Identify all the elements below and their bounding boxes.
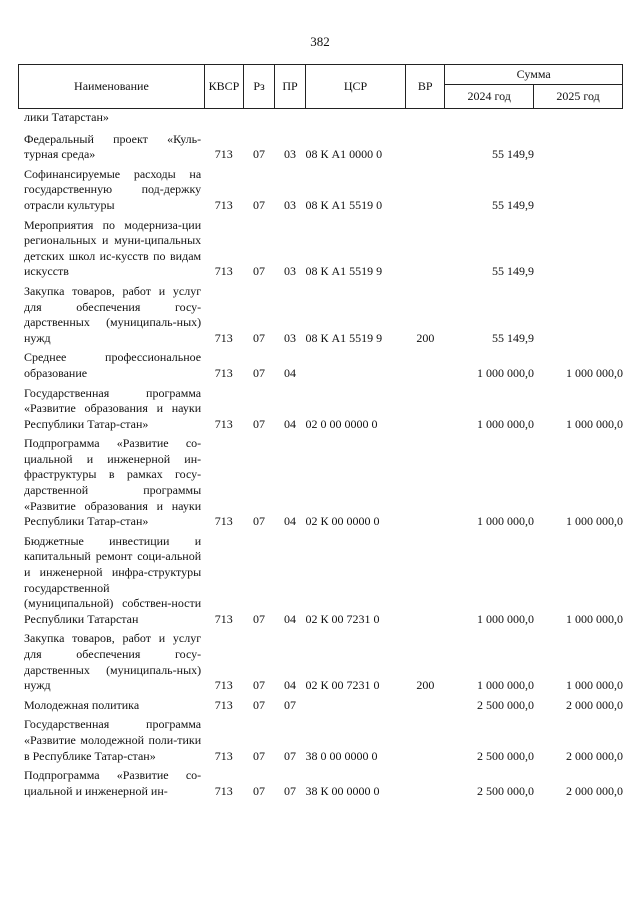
row-csr: 08 К А1 0000 0 <box>305 147 383 162</box>
row-sum-2025: 1 000 000,0 <box>566 365 623 380</box>
row-vr <box>406 698 445 718</box>
row-kvsr: 713 <box>214 416 233 431</box>
row-vr <box>406 132 445 167</box>
row-vr <box>406 534 445 632</box>
table-row <box>18 167 623 218</box>
row-vr <box>406 218 445 284</box>
row-pr: 04 <box>283 416 296 431</box>
row-pr: 04 <box>283 611 296 626</box>
row-sum-2024: 1 000 000,0 <box>477 365 535 380</box>
header-sum: Сумма <box>445 65 623 85</box>
row-name: Среднее профессиональное образование <box>24 350 202 380</box>
row-kvsr: 713 <box>214 678 233 693</box>
row-sum-2025: 1 000 000,0 <box>566 416 623 431</box>
row-name: Закупка товаров, работ и услуг для обеспечения госу-дарственных (муниципаль-ных) нужд <box>24 283 202 345</box>
row-kvsr: 713 <box>214 783 233 798</box>
row-sum-2025: 1 000 000,0 <box>566 611 623 626</box>
table-row <box>18 218 623 284</box>
row-name: Подпрограмма «Развитие со-циальной и инженерной ин-фраструктуры в рамках госу-дарственной программы «Развитие образования и науки Республики Татар-стан» <box>24 436 202 529</box>
row-pr: 07 <box>283 783 296 798</box>
row-csr: 02 К 00 0000 0 <box>305 514 380 529</box>
table-row <box>18 284 623 350</box>
row-rz: 07 <box>252 748 265 763</box>
row-name: Федеральный проект «Куль-турная среда» <box>24 131 202 162</box>
row-rz: 07 <box>252 264 265 279</box>
row-vr <box>406 386 445 437</box>
table-row <box>18 768 623 803</box>
row-sum-2024: 55 149,9 <box>492 147 535 162</box>
table-row <box>18 132 623 167</box>
header-pr: ПР <box>275 65 306 109</box>
row-name: Закупка товаров, работ и услуг для обеспечения госу-дарственных (муниципаль-ных) нужд <box>24 631 202 693</box>
row-rz: 07 <box>252 783 265 798</box>
table-row <box>18 436 623 534</box>
row-sum-2024: 1 000 000,0 <box>477 678 535 693</box>
row-rz: 07 <box>252 147 265 162</box>
row-sum-2025: 1 000 000,0 <box>566 514 623 529</box>
row-pr: 04 <box>283 365 296 380</box>
row-kvsr: 713 <box>214 514 233 529</box>
row-sum-2025: 2 000 000,0 <box>566 697 623 712</box>
row-csr <box>305 350 405 385</box>
page-number: 382 <box>310 34 330 49</box>
row-pr: 03 <box>283 197 296 212</box>
row-kvsr: 713 <box>214 264 233 279</box>
row-sum-2025: 2 000 000,0 <box>566 783 623 798</box>
row-pr: 07 <box>283 748 296 763</box>
row-sum-2025 <box>534 132 623 167</box>
row-sum-2024: 55 149,9 <box>492 197 535 212</box>
table-row <box>18 698 623 718</box>
row-name: Государственная программа «Развитие молодежной поли-тики в Республике Татар-стан» <box>24 717 202 763</box>
row-csr: 08 К А1 5519 0 <box>305 197 383 212</box>
row-name: Подпрограмма «Развитие со-циальной и инженерной ин- <box>24 768 202 798</box>
table-row <box>18 534 623 632</box>
header-2025: 2025 год <box>534 85 623 109</box>
row-kvsr: 713 <box>214 748 233 763</box>
header-vr: ВР <box>406 65 445 109</box>
row-name: Бюджетные инвестиции и капитальный ремонт соци-альной и инженерной инфра-структуры государственной (муниципальной) собствен-ности Республики Татарстан <box>24 533 202 626</box>
row-rz: 07 <box>252 514 265 529</box>
row-vr <box>406 436 445 534</box>
row-rz: 07 <box>252 697 265 712</box>
header-kvsr: КВСР <box>204 65 243 109</box>
row-vr <box>406 167 445 218</box>
table-row <box>18 631 623 697</box>
table-row <box>18 350 623 385</box>
header-name: Наименование <box>19 65 205 109</box>
row-sum-2025 <box>534 218 623 284</box>
row-sum-2024: 1 000 000,0 <box>477 416 535 431</box>
row-csr: 38 0 00 0000 0 <box>305 748 378 763</box>
row-sum-2024: 2 500 000,0 <box>477 697 535 712</box>
row-kvsr: 713 <box>214 611 233 626</box>
row-kvsr: 713 <box>214 197 233 212</box>
row-csr: 02 0 00 0000 0 <box>305 416 378 431</box>
row-sum-2025: 1 000 000,0 <box>566 678 623 693</box>
row-rz: 07 <box>252 197 265 212</box>
row-vr <box>406 768 445 803</box>
row-name: Молодежная политика <box>24 697 140 712</box>
row-sum-2025: 2 000 000,0 <box>566 748 623 763</box>
row-csr: 02 К 00 7231 0 <box>305 678 380 693</box>
row-sum-2025 <box>534 284 623 350</box>
header-rz: Рз <box>244 65 275 109</box>
row-pr: 04 <box>283 514 296 529</box>
row-rz: 07 <box>252 678 265 693</box>
row-sum-2024: 1 000 000,0 <box>477 514 535 529</box>
row-rz: 07 <box>252 611 265 626</box>
row-kvsr: 713 <box>214 697 233 712</box>
table-row <box>18 386 623 437</box>
row-sum-2024: 55 149,9 <box>492 330 535 345</box>
row-vr: 200 <box>416 678 435 693</box>
row-sum-2024: 2 500 000,0 <box>477 783 535 798</box>
row-csr <box>305 698 405 718</box>
row-sum-2024: 55 149,9 <box>492 264 535 279</box>
budget-table <box>18 110 623 803</box>
header-2024: 2024 год <box>445 85 534 109</box>
row-pr: 04 <box>283 678 296 693</box>
row-name: Государственная программа «Развитие образования и науки Республики Татар-стан» <box>24 385 202 431</box>
row-sum-2024: 2 500 000,0 <box>477 748 535 763</box>
table-header <box>18 64 623 109</box>
row-csr: 08 К А1 5519 9 <box>305 330 383 345</box>
row-pr: 03 <box>283 330 296 345</box>
row-pr: 03 <box>283 147 296 162</box>
row-vr <box>406 717 445 768</box>
row-csr: 08 К А1 5519 9 <box>305 264 383 279</box>
row-rz: 07 <box>252 330 265 345</box>
row-pr: 07 <box>283 697 296 712</box>
row-name: Мероприятия по модерниза-ции региональных и муни-ципальных детских школ ис-кусств по видам искусств <box>24 217 202 279</box>
row-csr: 38 К 00 0000 0 <box>305 783 380 798</box>
row-sum-2024: 1 000 000,0 <box>477 611 535 626</box>
row-pr: 03 <box>283 264 296 279</box>
row-csr: 02 К 00 7231 0 <box>305 611 380 626</box>
row-kvsr: 713 <box>214 147 233 162</box>
row-sum-2025 <box>534 167 623 218</box>
header-csr: ЦСР <box>305 65 405 109</box>
row-kvsr: 713 <box>214 330 233 345</box>
row-vr: 200 <box>416 330 435 345</box>
row-name: Софинансируемые расходы на государственную под-держку отрасли культуры <box>24 166 202 212</box>
continuation-text: лики Татарстан» <box>24 110 109 124</box>
row-rz: 07 <box>252 365 265 380</box>
row-vr <box>406 350 445 385</box>
row-rz: 07 <box>252 416 265 431</box>
table-row <box>18 717 623 768</box>
row-kvsr: 713 <box>214 365 233 380</box>
